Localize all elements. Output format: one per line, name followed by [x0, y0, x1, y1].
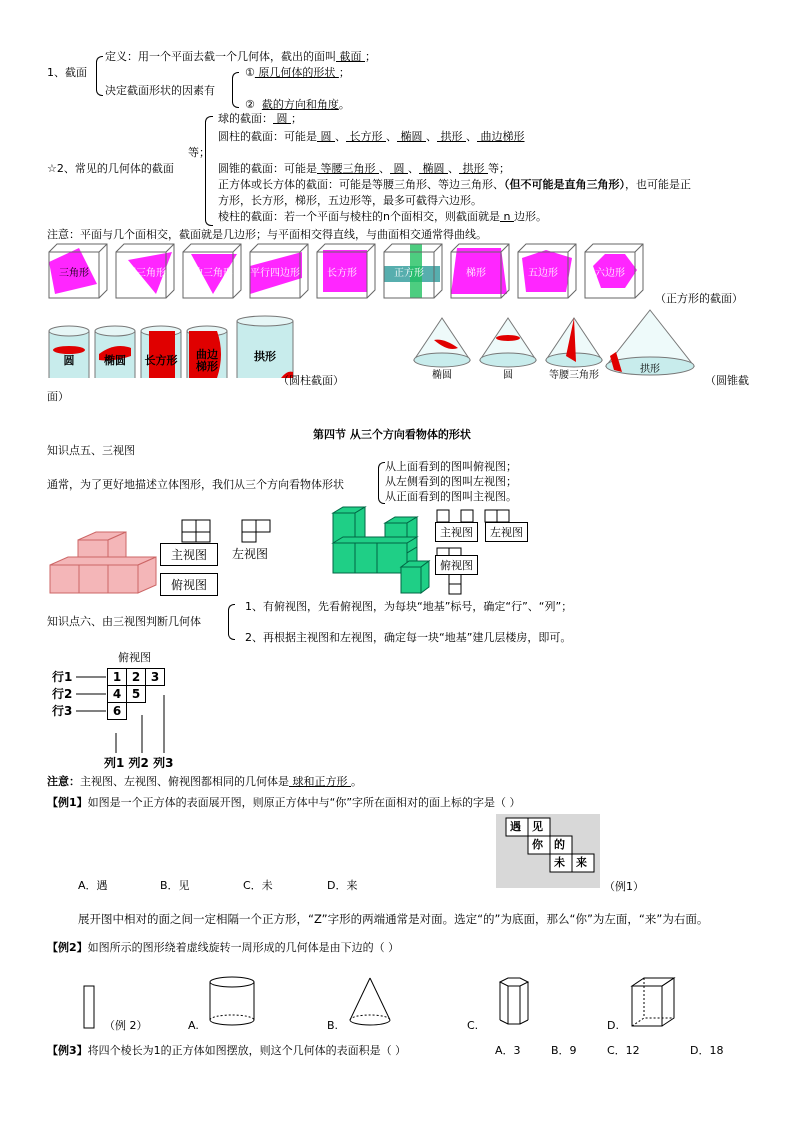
views-brace [378, 462, 385, 504]
cube-section-label: 三角形 [59, 268, 89, 279]
grid-cell-empty [146, 703, 165, 720]
kp6-heading: 知识点六、由三视图判断几何体 [47, 615, 201, 628]
views-intro: 通常，为了更好地描述立体图形，我们从三个方向看物体形状 [47, 478, 344, 491]
kp6-step1: 1、有俯视图，先看俯视图，为每块“地基”标号，确定“行”、“列”； [245, 600, 573, 613]
cone-section-label: 椭圆 [432, 370, 452, 380]
ex2-caption: （例 2） [104, 1019, 148, 1032]
ex2-option-b: B. [327, 1019, 339, 1032]
pink-blocks-figure [48, 530, 160, 598]
ex1-question: 【例1】如图是一个正方体的表面展开图，则原正方体中与“你”字所在面相对的面上标的字是（ ） [47, 796, 521, 809]
grid-cell-6: 6 [108, 703, 127, 720]
s2-ball: 球的截面： 圆 ； [218, 112, 302, 125]
row-label-2: 行2 [52, 687, 73, 701]
s2-brace [205, 116, 213, 226]
section4-title: 第四节 从三个方向看物体的形状 [313, 428, 471, 441]
cube-section-label: 等腰三角形 [116, 268, 166, 279]
cylinder-section-label: 圆 [63, 354, 75, 367]
ex2-option-c: C. [467, 1019, 479, 1032]
net-face-6: 来 [576, 856, 587, 869]
ex1-answer: 展开图中相对的面之间一定相隔一个正方形，“Z”字形的两端通常是对面。选定“的”为底面，那么“你”为左面，“来”为右面。 [78, 912, 709, 926]
ex1-option-d: D．来 [327, 879, 358, 892]
cube-section-label: 长方形 [327, 268, 357, 279]
col-labels: 列1 列2 列3 [104, 756, 174, 770]
left-view-label: 左视图 [232, 547, 269, 561]
grid-cell-empty [146, 686, 165, 703]
net-face-1: 遇 [510, 820, 521, 833]
cylinder-section-label: 长方形 [144, 354, 178, 367]
net-face-5: 未 [554, 856, 565, 869]
cube-section-6 [384, 244, 442, 298]
cube-section-9 [585, 244, 643, 298]
cylinder-section-label: 曲边 [196, 348, 218, 361]
s2-cube: 正方体或长方体的截面：可能是等腰三角形、等边三角形、（但不可能是直角三角形），也可能是正 [218, 178, 691, 191]
s1-brace [96, 56, 103, 96]
cylinder-section-label: 椭圆 [104, 354, 126, 367]
ex2-option-d: D. [607, 1019, 619, 1032]
note-2: 注意：主视图、左视图、俯视图都相同的几何体是 球和正方形 。 [47, 775, 362, 788]
cylinder-section-5 [237, 316, 293, 378]
cone-sections-figure [410, 308, 700, 380]
cylinder-section-label: 拱形 [254, 350, 276, 363]
row-label-1: 行1 [52, 670, 73, 684]
ex3-option-d: D．18 [690, 1044, 724, 1057]
s2-cylinder: 圆柱的截面：可能是 圆 、 长方形 、 椭圆 、 拱形 、 曲边梯形 [218, 130, 525, 143]
cylinder-sections-figure [45, 312, 305, 388]
ex3-option-c: C．12 [607, 1044, 640, 1057]
cube-section-4 [250, 244, 308, 298]
ex3-option-a: A．3 [495, 1044, 521, 1057]
grid-title: 俯视图 [118, 651, 151, 664]
grid-cell-1: 1 [108, 669, 127, 686]
ex1-option-b: B．见 [160, 879, 190, 892]
kp6-step2: 2、再根据主视图和左视图，确定每一块“地基”建几层楼房，即可。 [245, 631, 572, 644]
s1-factors-brace [232, 72, 239, 108]
net-face-3: 你 [532, 838, 543, 851]
ex1-caption: （例1） [604, 880, 644, 893]
s1-number: 1、截面 [47, 66, 87, 79]
cube-section-label: 等边三角形 [183, 268, 233, 279]
ex2-question: 【例2】如图所示的图形绕着虚线旋转一周形成的几何体是由下边的（ ） [47, 941, 400, 954]
net-face-2: 见 [532, 820, 543, 833]
s2-prism: 棱柱的截面：若一个平面与棱柱的n个面相交，则截面就是 n 边形。 [218, 210, 547, 223]
ex2-option-a: A. [188, 1019, 199, 1032]
cone-section-3 [546, 318, 602, 380]
cyl-caption: （圆柱截面） [278, 374, 344, 387]
cone-caption: （圆锥截 [705, 374, 749, 387]
cube-section-label: 平行四边形 [250, 268, 300, 279]
note-1: 注意：平面与几个面相交，截面就是几边形；与平面相交得直线，与曲面相交通常得曲线。 [47, 228, 487, 241]
s1-factors-label: 决定截面形状的因素有 [105, 84, 215, 97]
cylinder-section-2 [95, 326, 135, 378]
row-label-3: 行3 [52, 704, 73, 718]
s1-factor2: ② 截的方向和角度。 [245, 98, 350, 111]
grid-cell-empty [127, 703, 146, 720]
cylinder-section-label: 梯形 [196, 360, 218, 373]
ex3-question: 【例3】将四个棱长为1的正方体如图摆放，则这个几何体的表面积是（ ） [47, 1044, 407, 1057]
ex1-option-c: C．未 [243, 879, 273, 892]
main-view-box: 主视图 [160, 543, 218, 566]
cone-section-2 [480, 318, 536, 380]
cube-section-7 [451, 244, 509, 298]
cylinder-section-4 [187, 326, 227, 378]
cube-section-label: 六边形 [595, 268, 625, 279]
cone-section-4 [606, 310, 694, 375]
kp6-brace [228, 604, 235, 640]
view-top-def: 从上面看到的图叫俯视图； [385, 460, 517, 473]
s1-factor1: ① 原几何体的形状 ； [245, 66, 350, 79]
net-face-4: 的 [554, 838, 565, 851]
cone-caption-2: 面） [47, 390, 69, 403]
cone-section-1 [414, 318, 470, 380]
top-view-grid [107, 668, 165, 720]
s1-definition: 定义：用一个平面去截一个几何体，截出的面叫 截面 ； [105, 50, 376, 63]
grid-cell-3: 3 [146, 669, 165, 686]
top-view-box: 俯视图 [160, 573, 218, 596]
cube-section-label: 正方形 [394, 268, 424, 279]
kp5-heading: 知识点五、三视图 [47, 444, 135, 457]
cone-section-label: 拱形 [640, 364, 660, 375]
cube-sections-figure [45, 242, 685, 300]
ex3-option-b: B．9 [551, 1044, 577, 1057]
s2-cylinder-end: 等； [188, 146, 210, 159]
grid-cell-5: 5 [127, 686, 146, 703]
cone-section-label: 圆 [503, 370, 513, 380]
s2-cube-cont: 方形，长方形，梯形，五边形等，最多可截得六边形。 [218, 194, 482, 207]
cone-section-label: 等腰三角形 [549, 370, 599, 380]
cylinder-section-1 [49, 326, 89, 378]
green-main-view: 主视图 [435, 522, 478, 542]
view-main-def: 从正面看到的图叫主视图。 [385, 490, 517, 503]
cube-section-label: 梯形 [466, 268, 486, 279]
view-outlines [178, 518, 278, 544]
green-top-view: 俯视图 [435, 555, 478, 575]
green-blocks-figure [325, 505, 433, 597]
grid-cell-4: 4 [108, 686, 127, 703]
cube-section-1 [49, 244, 107, 298]
green-left-view: 左视图 [485, 522, 528, 542]
cube-section-label: 五边形 [528, 268, 558, 279]
view-left-def: 从左侧看到的图叫左视图； [385, 475, 517, 488]
cylinder-section-3 [141, 326, 181, 378]
ex2-figures [80, 976, 720, 1032]
grid-cell-2: 2 [127, 669, 146, 686]
s2-cone: 圆锥的截面：可能是 等腰三角形 、 圆 、 椭圆 、 拱形 等； [218, 162, 510, 175]
s2-label: ☆2、常见的几何体的截面 [47, 162, 174, 175]
cube-section-8 [518, 244, 576, 298]
ex1-option-a: A．遇 [78, 879, 108, 892]
cube-section-3 [183, 244, 241, 298]
cube-section-5 [317, 244, 375, 298]
cube-caption: （正方形的截面） [655, 292, 743, 305]
cube-section-2 [116, 244, 174, 298]
